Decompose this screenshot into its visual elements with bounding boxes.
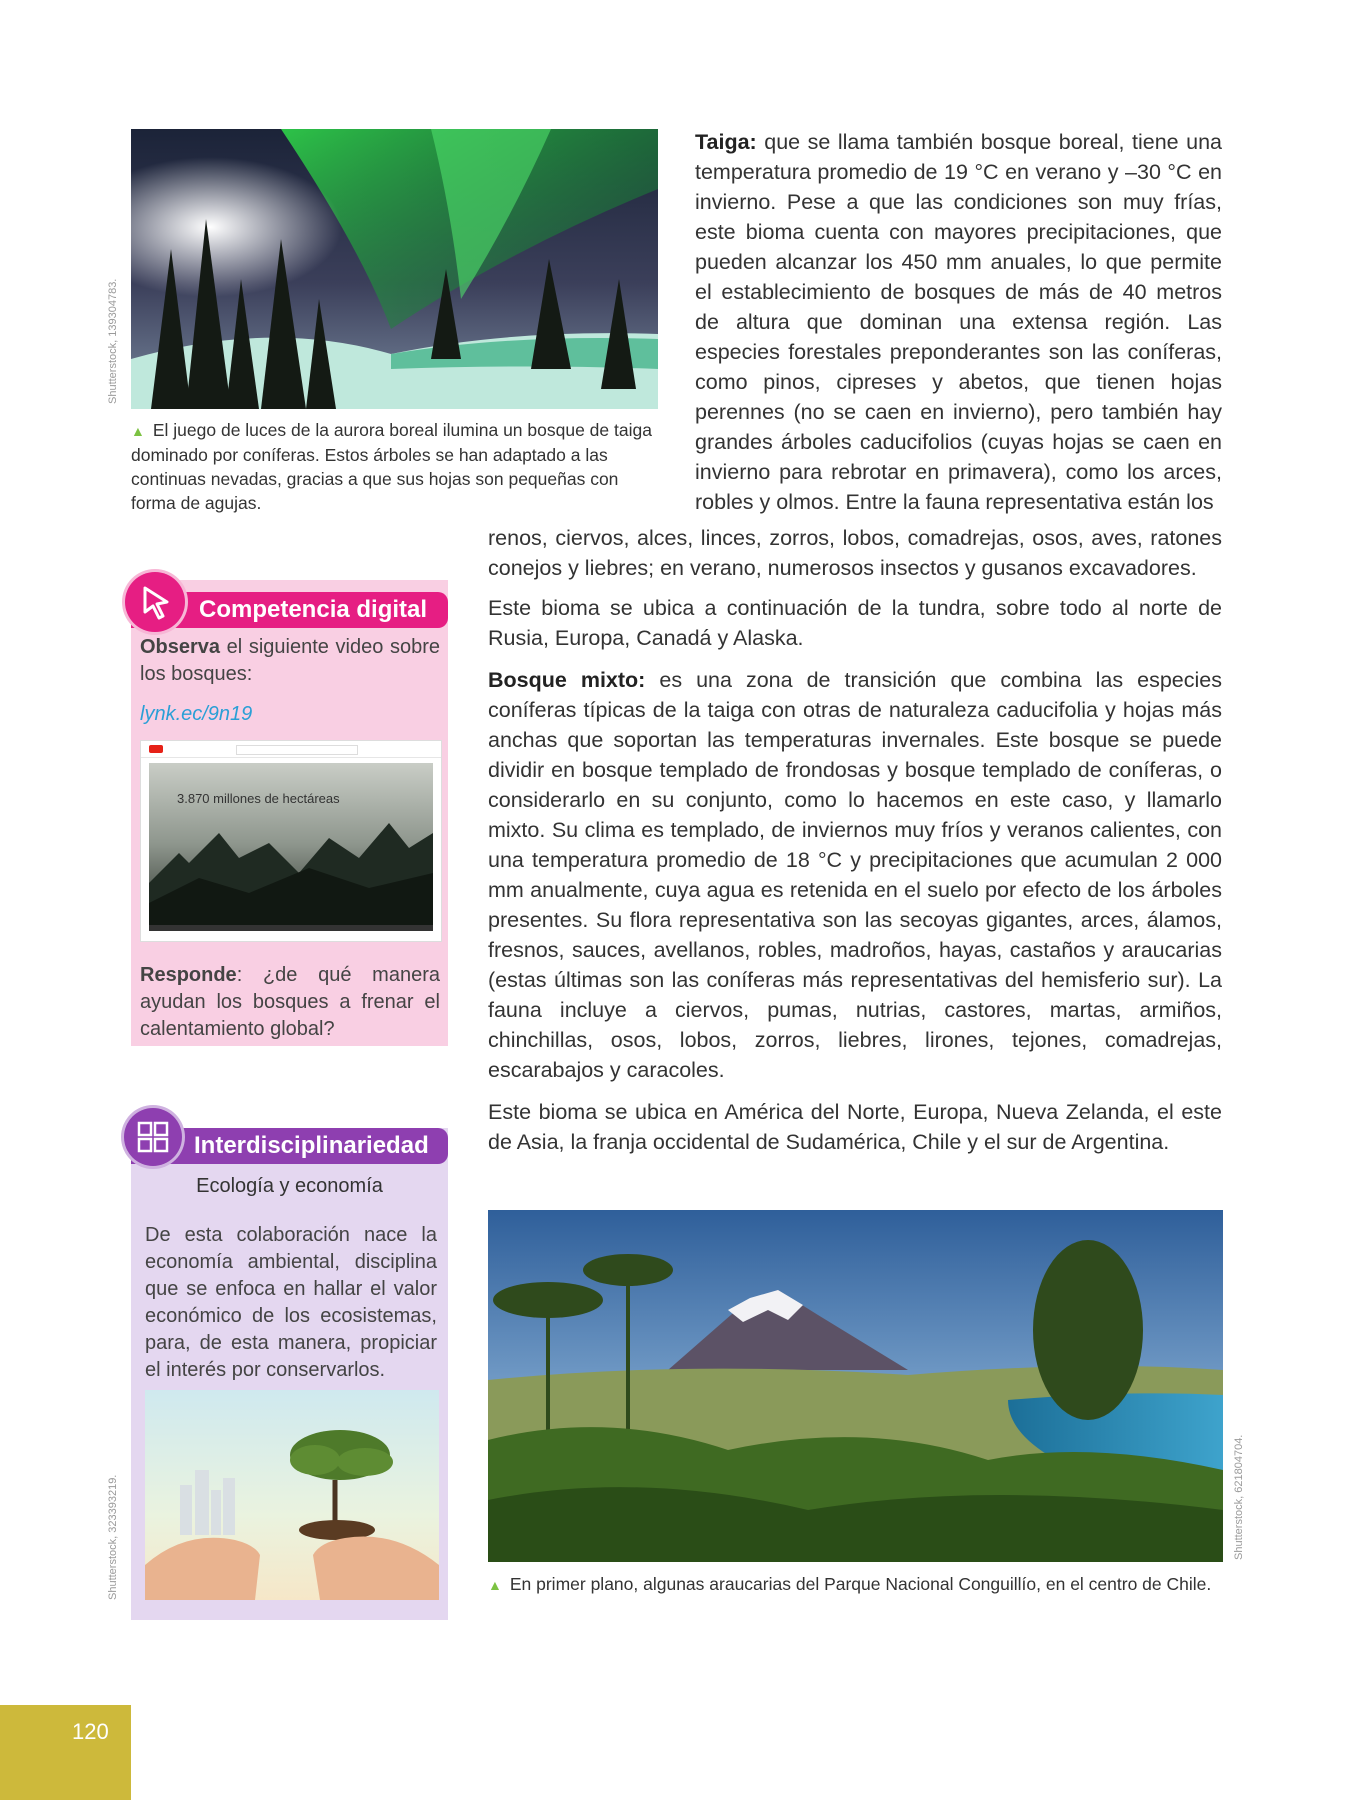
mixto-location-paragraph: Este bioma se ubica en América del Norte, Europa, Nueva Zelanda, el este de Asia, la franja occidental de Sudamérica, Chile y el sur de Argentina.: [488, 1100, 1222, 1154]
video-thumbnail[interactable]: [140, 740, 442, 942]
responde-text: Responde: ¿de qué manera ayudan los bosques a frenar el calentamiento global?: [140, 964, 440, 1040]
araucaria-image: [488, 1210, 1223, 1562]
page-number: 120: [72, 1719, 109, 1744]
interdisciplinariedad-text: De esta colaboración nace la economía ambiental, disciplina que se enfoca en hallar el valor económico de los ecosistemas, para, de esta manera, propiciar el interés por conservarlos.: [145, 1224, 437, 1381]
youtube-search-bar: [236, 745, 358, 755]
credit-right-image: Shutterstock, 621804704.: [1233, 1434, 1245, 1560]
observa-text: Observa el siguiente video sobre los bosques:: [140, 636, 440, 685]
video-frame: [149, 763, 433, 925]
mixto-term: Bosque mixto:: [488, 668, 646, 692]
competencia-digital-header: Competencia digital: [131, 592, 448, 628]
interdisciplinariedad-header: Interdisciplinariedad: [131, 1128, 448, 1164]
taiga-term: Taiga:: [695, 130, 757, 154]
taiga-paragraph: Taiga: que se llama también bosque boreal, tiene una temperatura promedio de 19 °C en verano y –30 °C en invierno. Pese a que las condiciones son muy frías, este bioma cuenta con mayores precipitaciones, que pueden alcanzar los 450 mm anuales, lo que permite el establecimiento de bosques de más de 40 metros de altura que dominan una extensa región. Las especies forestales preponderantes son las coníferas, como pinos, cipreses y abetos, que tienen hojas perennes (no se caen en invierno), pero también hay grandes árboles caducifolios (cuyas hojas se caen en invierno para rebrotar en primavera), como los arces, robles y olmos. Entre la fauna representativa están los: [695, 130, 1222, 514]
puzzle-icon: [124, 1108, 182, 1166]
caption-triangle-icon: ▲: [488, 1577, 502, 1593]
caption-triangle-icon: ▲: [131, 423, 145, 439]
video-link[interactable]: lynk.ec/9n19: [140, 703, 253, 725]
taiga-paragraph-continued: renos, ciervos, alces, linces, zorros, lobos, comadrejas, osos, aves, ratones conejos y liebres; en verano, numerosos insectos y gusanos excavadores.: [488, 526, 1222, 580]
interdisciplinariedad-subtitle: Ecología y economía: [196, 1175, 383, 1197]
araucaria-caption: ▲ En primer plano, algunas araucarias del Parque Nacional Conguillío, en el centro de Chile.: [488, 1574, 1212, 1594]
youtube-logo-icon: [149, 745, 163, 753]
video-overlay-text: 3.870 millones de hectáreas: [177, 791, 340, 806]
taiga-location-paragraph: Este bioma se ubica a continuación de la tundra, sobre todo al norte de Rusia, Europa, Canadá y Alaska.: [488, 596, 1222, 650]
page-number-tab: [0, 1705, 131, 1800]
credit-bottom-left-image: Shutterstock, 323393219.: [107, 1474, 119, 1600]
video-controls[interactable]: [149, 925, 433, 931]
credit-top-image: Shutterstock, 139304783.: [107, 278, 119, 404]
aurora-caption: ▲ El juego de luces de la aurora boreal ilumina un bosque de taiga dominado por coníferas. Estos árboles se han adaptado a las continuas nevadas, gracias a que sus hojas son pequeñas con forma de agujas.: [131, 420, 652, 513]
mixto-paragraph: Bosque mixto: es una zona de transición que combina las especies coníferas típicas de la taiga con otras de naturaleza caducifolia y hojas más anchas que soportan las temperaturas invernales. Este bosque se puede dividir en bosque templado de frondosas y bosque templado de coníferas, o considerarlo en su conjunto, como lo hacemos en este caso, y llamarlo mixto. Su clima es templado, de inviernos muy fríos y veranos calientes, con una temperatura promedio de 18 °C y precipitaciones que acumulan 2 000 mm anualmente, cuya agua es retenida en el suelo por efecto de los árboles presentes. Su flora representativa son las secoyas gigantes, arces, álamos, fresnos, sauces, avellanos, robles, madroños, hayas, castaños y araucarias (estas últimas son las coníferas más representativas del hemisferio sur). La fauna incluye a ciervos, pumas, nutrias, castores, martas, armiños, chinchillas, osos, lobos, zorros, liebres, lirones, tejones, comadrejas, escarabajos y caracoles.: [488, 668, 1222, 1082]
hands-trees-image: [145, 1390, 439, 1600]
video-topbar: [141, 741, 441, 758]
cursor-icon: [125, 572, 185, 632]
aurora-image: [131, 129, 658, 409]
